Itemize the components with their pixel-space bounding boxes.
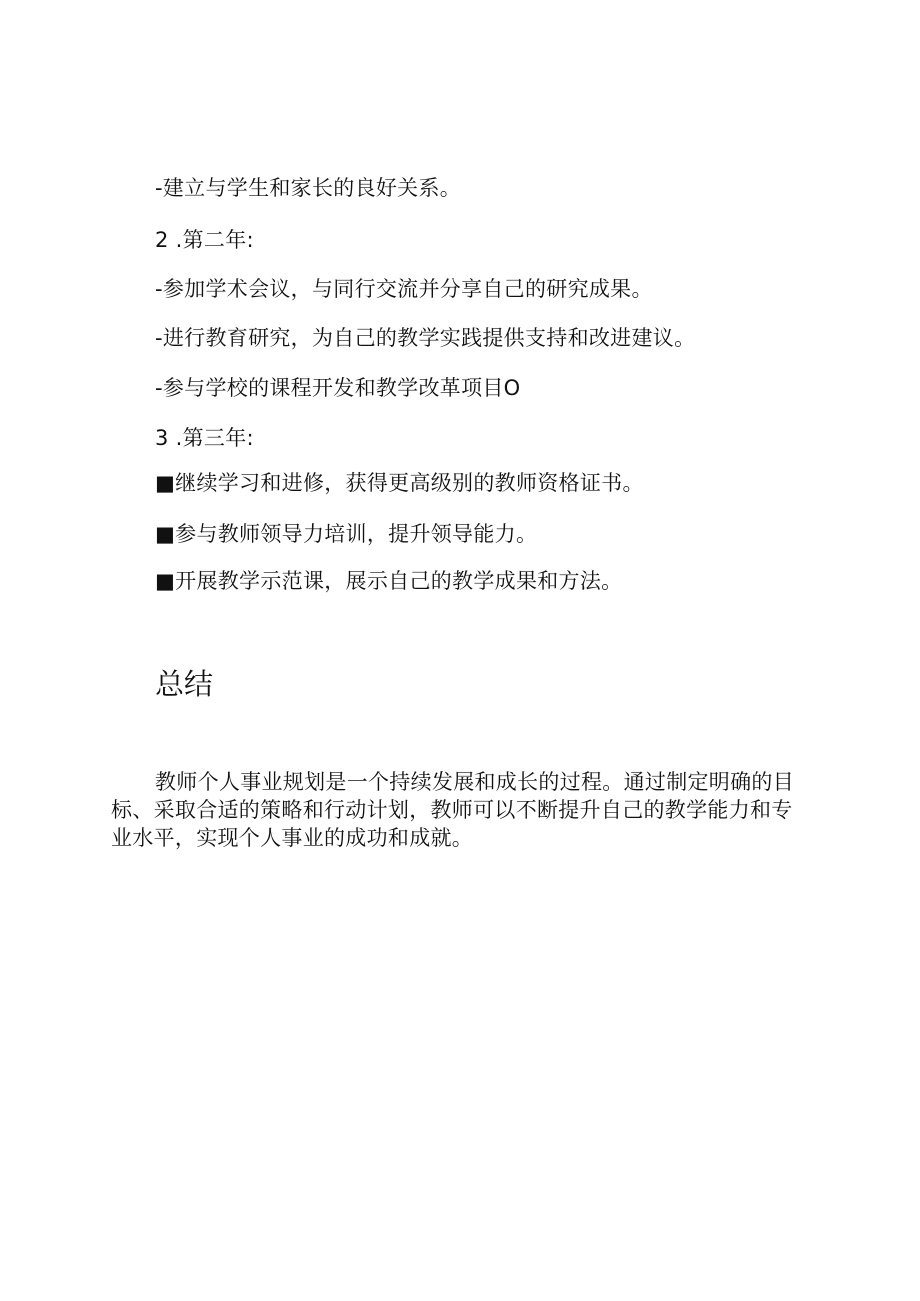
year3-item-leadership: ■参与教师领导力培训，提升领导能力。 xyxy=(155,522,538,546)
summary-paragraph: 教师个人事业规划是一个持续发展和成长的过程。通过制定明确的目标、采取合适的策略和行动计划，教师可以不断提升自己的教学能力和专业水平，实现个人事业的成功和成就。 xyxy=(111,770,794,850)
year2-item-conference: -参加学术会议，与同行交流并分享自己的研究成果。 xyxy=(155,277,653,301)
year3-item-certification: ■继续学习和进修，获得更高级别的教师资格证书。 xyxy=(155,471,644,495)
year2-item-research: -进行教育研究，为自己的教学实践提供支持和改进建议。 xyxy=(155,326,696,350)
year2-heading: 2 .第二年: xyxy=(155,228,254,252)
year3-item-demo-class: ■开展教学示范课，展示自己的教学成果和方法。 xyxy=(155,569,623,593)
year3-heading: 3 .第三年: xyxy=(155,426,254,450)
year2-item-curriculum: -参与学校的课程开发和教学改革项目O xyxy=(155,376,521,400)
summary-heading: 总结 xyxy=(155,667,214,701)
year1-item-relationships: -建立与学生和家长的良好关系。 xyxy=(155,176,462,200)
